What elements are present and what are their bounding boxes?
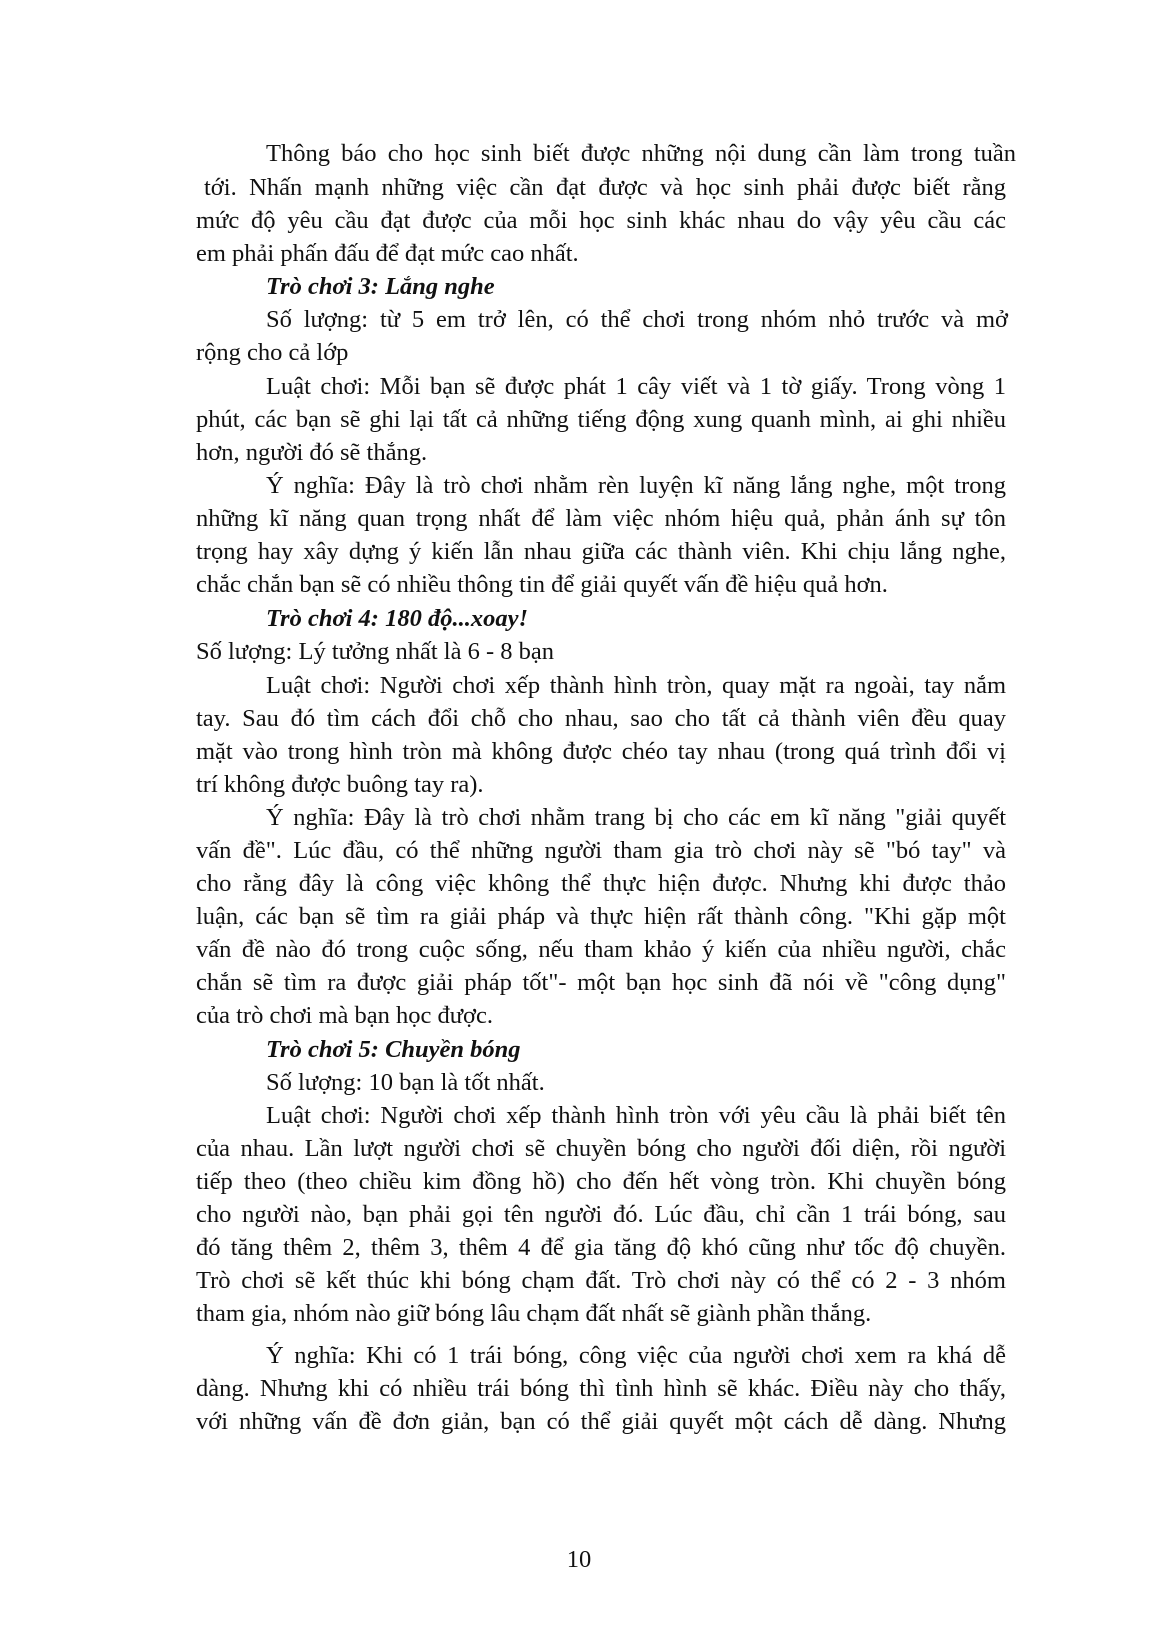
- paragraph-line: tiếp theo (theo chiều kim đồng hồ) cho đến hết vòng tròn. Khi chuyền bóng: [196, 1168, 1006, 1195]
- paragraph-line: Luật chơi: Mỗi bạn sẽ được phát 1 cây viết và 1 tờ giấy. Trong vòng 1: [266, 373, 1006, 400]
- paragraph-line: cho rằng đây là công việc không thể thực hiện được. Nhưng khi được thảo: [196, 870, 1006, 897]
- paragraph-line: vấn đề nào đó trong cuộc sống, nếu tham khảo ý kiến của nhiều người, chắc: [196, 936, 1006, 963]
- paragraph-line: em phải phấn đấu để đạt mức cao nhất.: [196, 240, 579, 267]
- section-heading-game-3: Trò chơi 3: Lắng nghe: [266, 273, 495, 300]
- paragraph-line: Số lượng: Lý tưởng nhất là 6 - 8 bạn: [196, 638, 555, 665]
- paragraph-line: trí không được buông tay ra).: [196, 771, 484, 798]
- paragraph-line: tới. Nhấn mạnh những việc cần đạt được và học sinh phải được biết rằng: [204, 174, 1006, 201]
- paragraph-line: của nhau. Lần lượt người chơi sẽ chuyền bóng cho người đối diện, rồi người: [196, 1135, 1006, 1162]
- paragraph-line: Luật chơi: Người chơi xếp thành hình tròn với yêu cầu là phải biết tên: [266, 1102, 1006, 1129]
- page-number: 10: [566, 1546, 592, 1573]
- paragraph-line: Ý nghĩa: Đây là trò chơi nhằm trang bị cho các em kĩ năng "giải quyết: [266, 804, 1006, 831]
- paragraph-line: phút, các bạn sẽ ghi lại tất cả những tiếng động xung quanh mình, ai ghi nhiều: [196, 406, 1006, 433]
- paragraph-line: Trò chơi sẽ kết thúc khi bóng chạm đất. Trò chơi này có thể có 2 - 3 nhóm: [196, 1267, 1006, 1294]
- paragraph-line: Số lượng: 10 bạn là tốt nhất.: [266, 1069, 545, 1096]
- paragraph-line: Luật chơi: Người chơi xếp thành hình tròn, quay mặt ra ngoài, tay nắm: [266, 672, 1006, 699]
- paragraph-line: hơn, người đó sẽ thắng.: [196, 439, 428, 466]
- paragraph-line: Thông báo cho học sinh biết được những nội dung cần làm trong tuần: [266, 140, 1016, 167]
- paragraph-line: chắc chắn bạn sẽ có nhiều thông tin để giải quyết vấn đề hiệu quả hơn.: [196, 571, 888, 598]
- paragraph-line: luận, các bạn sẽ tìm ra giải pháp và thực hiện rất thành công. "Khi gặp một: [196, 903, 1006, 930]
- paragraph-line: đó tăng thêm 2, thêm 3, thêm 4 để gia tăng độ khó cũng như tốc độ chuyền.: [196, 1234, 1006, 1261]
- paragraph-line: những kĩ năng quan trọng nhất để làm việc nhóm hiệu quả, phản ánh sự tôn: [196, 505, 1006, 532]
- section-heading-game-4: Trò chơi 4: 180 độ...xoay!: [266, 605, 528, 632]
- paragraph-line: tay. Sau đó tìm cách đổi chỗ cho nhau, sao cho tất cả thành viên đều quay: [196, 705, 1006, 732]
- paragraph-line: Ý nghĩa: Khi có 1 trái bóng, công việc của người chơi xem ra khá dễ: [266, 1342, 1006, 1369]
- paragraph-line: mặt vào trong hình tròn mà không được chéo tay nhau (trong quá trình đổi vị: [196, 738, 1006, 765]
- paragraph-line: dàng. Nhưng khi có nhiều trái bóng thì tình hình sẽ khác. Điều này cho thấy,: [196, 1375, 1006, 1402]
- paragraph-line: với những vấn đề đơn giản, bạn có thể giải quyết một cách dễ dàng. Nhưng: [196, 1408, 1006, 1435]
- paragraph-line: rộng cho cả lớp: [196, 339, 349, 366]
- section-heading-game-5: Trò chơi 5: Chuyền bóng: [266, 1036, 521, 1063]
- paragraph-line: Ý nghĩa: Đây là trò chơi nhằm rèn luyện kĩ năng lắng nghe, một trong: [266, 472, 1006, 499]
- paragraph-line: cho người nào, bạn phải gọi tên người đó. Lúc đầu, chỉ cần 1 trái bóng, sau: [196, 1201, 1006, 1228]
- paragraph-line: của trò chơi mà bạn học được.: [196, 1002, 494, 1029]
- paragraph-line: Số lượng: từ 5 em trở lên, có thể chơi trong nhóm nhỏ trước và mở: [266, 306, 1008, 333]
- paragraph-line: mức độ yêu cầu đạt được của mỗi học sinh khác nhau do vậy yêu cầu các: [196, 207, 1006, 234]
- paragraph-line: chắn sẽ tìm ra được giải pháp tốt"- một bạn học sinh đã nói về "công dụng": [196, 969, 1006, 996]
- paragraph-line: tham gia, nhóm nào giữ bóng lâu chạm đất nhất sẽ giành phần thắng.: [196, 1300, 872, 1327]
- paragraph-line: vấn đề". Lúc đầu, có thể những người tham gia trò chơi này sẽ "bó tay" và: [196, 837, 1006, 864]
- paragraph-line: trọng hay xây dựng ý kiến lẫn nhau giữa các thành viên. Khi chịu lắng nghe,: [196, 538, 1006, 565]
